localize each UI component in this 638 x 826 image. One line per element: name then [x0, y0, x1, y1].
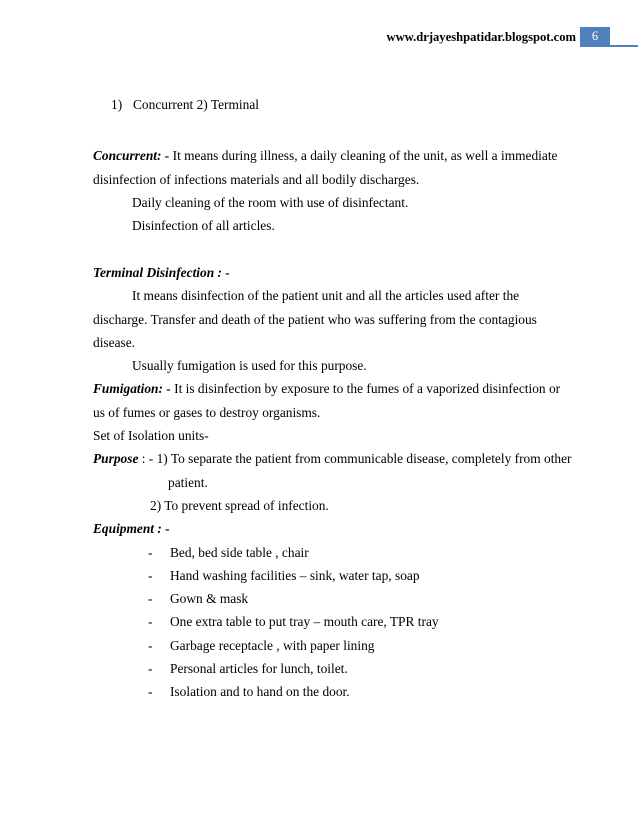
- fumigation-paragraph: [93, 381, 560, 397]
- list-item: Bed, bed side table , chair: [170, 545, 309, 560]
- terminal-heading: Terminal Disinfection : -: [93, 265, 230, 280]
- list-bullet: -: [148, 568, 153, 583]
- list-item: Gown & mask: [170, 591, 249, 606]
- list-bullet: -: [148, 591, 153, 606]
- fumigation-line-1: It is disinfection by exposure to the fumes of a vaporized disinfection or: [170, 381, 561, 396]
- fumigation-line-2: us of fumes or gases to destroy organisms.: [93, 405, 321, 420]
- concurrent-line-1: It means during illness, a daily cleaning of the unit, as well a immediate: [169, 148, 558, 163]
- terminal-line-2: discharge. Transfer and death of the patient who was suffering from the contagious: [93, 312, 537, 327]
- concurrent-line-2: disinfection of infections materials and all bodily discharges.: [93, 172, 420, 187]
- concurrent-point-1: Daily cleaning of the room with use of disinfectant.: [132, 195, 409, 210]
- purpose-line-1-cont: patient.: [168, 475, 208, 490]
- terminal-line-4: Usually fumigation is used for this purpose.: [132, 358, 367, 373]
- purpose-heading: Purpose: [93, 451, 139, 466]
- fumigation-heading: Fumigation: -: [93, 381, 171, 396]
- concurrent-point-2: Disinfection of all articles.: [132, 218, 275, 233]
- list-item: One extra table to put tray – mouth care, TPR tray: [170, 614, 439, 629]
- types-marker: 1): [111, 97, 123, 112]
- concurrent-heading: Concurrent: -: [93, 148, 170, 163]
- isolation-title: Set of Isolation units-: [93, 428, 209, 443]
- list-bullet: -: [148, 661, 153, 676]
- page-number: 6: [580, 27, 610, 45]
- purpose-paragraph: [93, 451, 572, 467]
- header-rule: [580, 45, 638, 47]
- terminal-line-3: disease.: [93, 335, 136, 350]
- list-item: Personal articles for lunch, toilet.: [170, 661, 348, 676]
- list-item: Hand washing facilities – sink, water tap, soap: [170, 568, 420, 583]
- list-bullet: -: [148, 638, 153, 653]
- header-url: www.drjayeshpatidar.blogspot.com: [386, 30, 576, 44]
- list-item: Isolation and to hand on the door.: [170, 684, 350, 699]
- terminal-line-1: It means disinfection of the patient unit and all the articles used after the: [132, 288, 520, 303]
- types-text: Concurrent 2) Terminal: [133, 97, 259, 112]
- concurrent-paragraph: [93, 148, 558, 164]
- purpose-line-2: 2) To prevent spread of infection.: [150, 498, 329, 513]
- purpose-line-1: : - 1) To separate the patient from communicable disease, completely from other: [138, 451, 572, 466]
- list-item: Garbage receptacle , with paper lining: [170, 638, 375, 653]
- list-bullet: -: [148, 545, 153, 560]
- list-bullet: -: [148, 614, 153, 629]
- equipment-heading: Equipment : -: [93, 521, 170, 536]
- list-bullet: -: [148, 684, 153, 699]
